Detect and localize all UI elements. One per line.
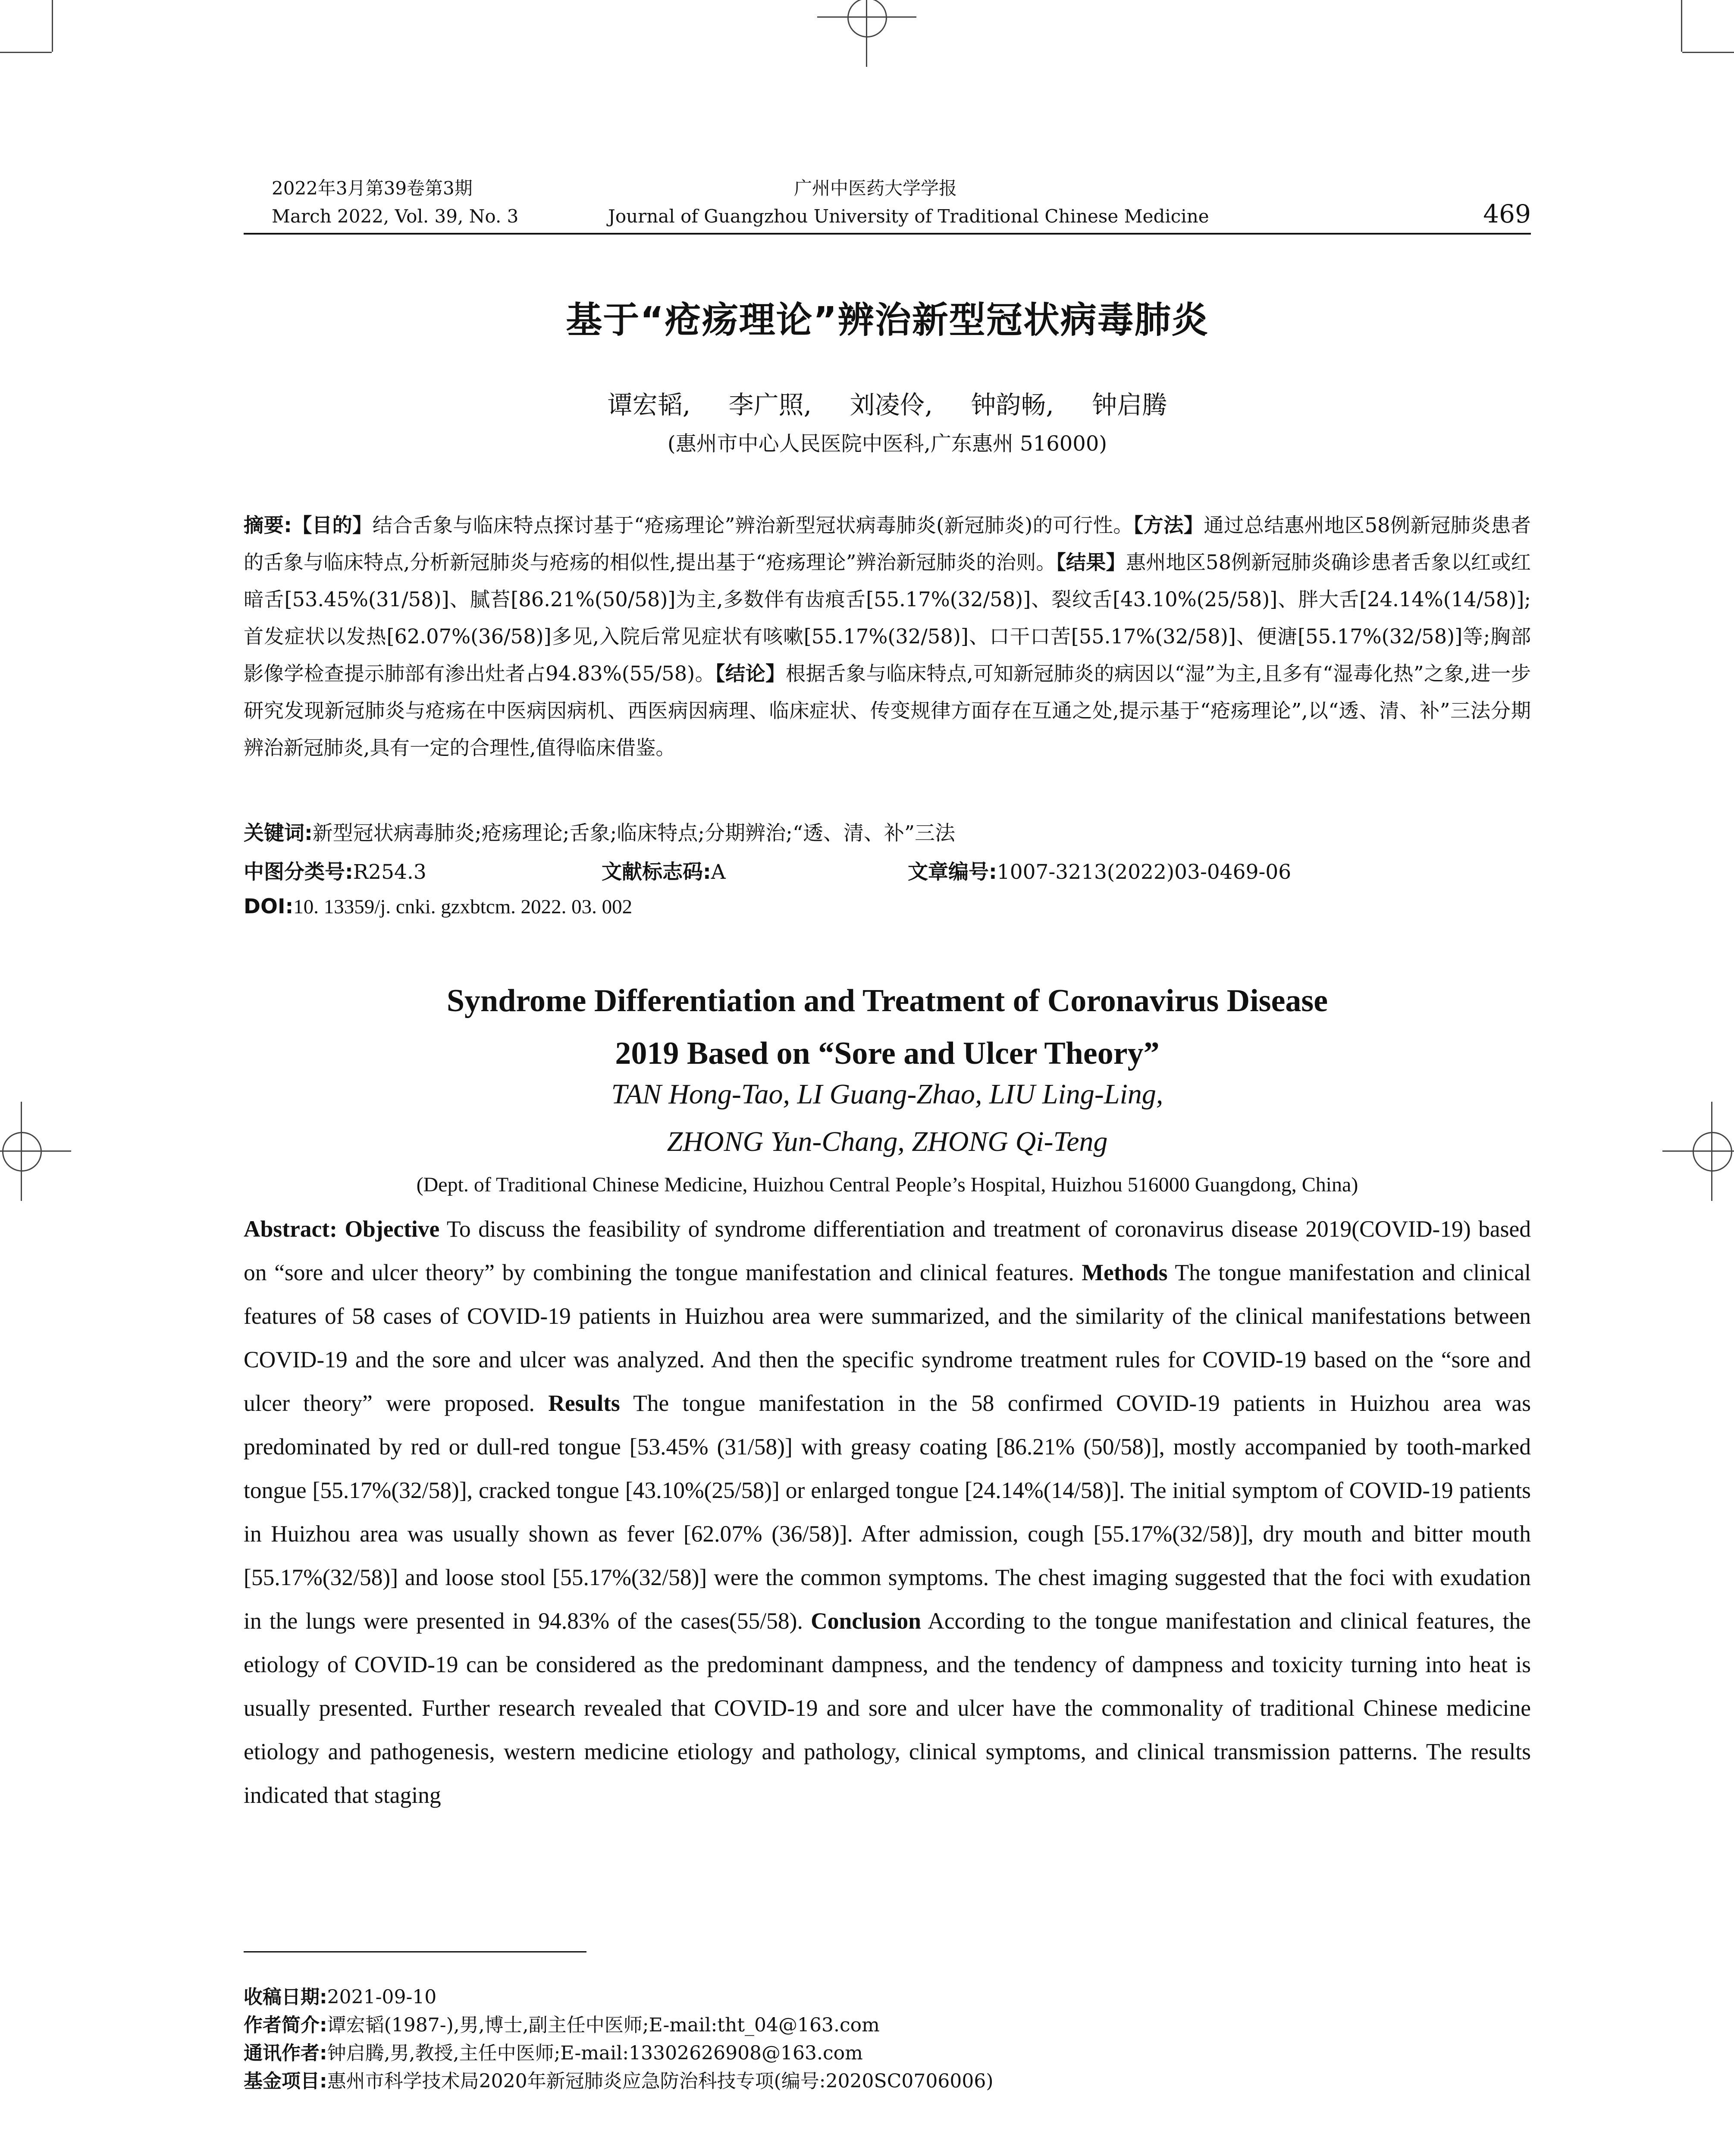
abstract-cn-label: 摘要:	[244, 514, 292, 537]
methods-en-label: Methods	[1082, 1260, 1168, 1285]
abstract-cn	[244, 507, 1531, 766]
objective-cn-label: 【目的】	[292, 514, 373, 537]
methods-cn-text: 通过总结惠州地区58例新冠肺炎患者的舌象与临床特点,分析新冠肺炎与疮疡的相似性,提出基于“疮疡理论”辨治新冠肺炎的治则。	[244, 514, 1531, 574]
fund-label: 基金项目:	[244, 2070, 327, 2092]
author-value: 谭宏韬(1987-),男,博士,副主任中医师;E-mail:tht_04@163.com	[327, 2014, 880, 2036]
keywords-label: 关键词:	[244, 821, 313, 845]
affiliation-cn: (惠州市中心人民医院中医科,广东惠州 516000)	[667, 432, 1107, 456]
doi	[244, 895, 632, 918]
authors-en-line1: TAN Hong-Tao, LI Guang-Zhao, LIU Ling-Ling,	[611, 1078, 1163, 1110]
registration-mark-top	[843, 0, 891, 41]
corr-value: 钟启腾,男,教授,主任中医师;E-mail:13302626908@163.com	[327, 2042, 863, 2064]
conclusion-en-label: Conclusion	[811, 1608, 921, 1634]
title-en-line2: 2019 Based on “Sore and Ulcer Theory”	[615, 1036, 1160, 1071]
methods-cn-label: 【方法】	[1133, 514, 1204, 537]
header-issue-en: March 2022, Vol. 39, No. 3	[272, 206, 519, 227]
article-number-label: 文章编号:	[908, 860, 997, 884]
header-issue-cn: 2022年3月第39卷第3期	[272, 178, 473, 199]
results-cn-label: 【结果】	[1056, 551, 1126, 574]
article-number	[908, 856, 1291, 885]
registration-mark-right	[1688, 1128, 1734, 1175]
conclusion-en-text: According to the tongue manifestation and clinical features, the etiology of COVID-19 can be considered as the predominant dampness, and the tendency of dampness and toxicity turning into heat is usually presented. Further research revealed that COVID-19 and sore and ulcer have the commonality of traditional Chinese medicine etiology and pathogenesis, western medicine etiology and pathology, clinical symptoms, and clinical transmission patterns. The results indicated that staging	[244, 1608, 1531, 1808]
results-cn-text: 惠州地区58例新冠肺炎确诊患者舌象以红或红暗舌[53.45%(31/58)]、腻苔[86.21%(50/58)]为主,多数伴有齿痕舌[55.17%(32/58)]、裂纹舌[43.10%(25/58)]、胖大舌[24.14%(14/58)];首发症状以发热[62.07%(36/58)]多见,入院后常见症状有咳嗽[55.17%(32/58)]、口干口苦[55.17%(32/58)]、便溏[55.17%(32/58)]等;胸部影像学检查提示肺部有渗出灶者占94.83%(55/58)。	[244, 551, 1531, 685]
corr-label: 通讯作者:	[244, 2042, 327, 2064]
crop-mark-tl-v	[52, 0, 53, 52]
objective-en-text: To discuss the feasibility of syndrome differentiation and treatment of coronavirus disease 2019(COVID-19) based on “sore and ulcer theory” by combining the tongue manifestation and clinical features.	[244, 1216, 1531, 1285]
results-en-label: Results	[548, 1390, 620, 1416]
doc-code	[602, 856, 726, 885]
doi-label: DOI:	[244, 895, 294, 918]
header-rule	[244, 233, 1531, 235]
authors-en-line2: ZHONG Yun-Chang, ZHONG Qi-Teng	[667, 1126, 1108, 1157]
abstract-en	[244, 1207, 1531, 1817]
article-number-value: 1007-3213(2022)03-0469-06	[997, 860, 1292, 884]
doc-code-label: 文献标志码:	[602, 860, 711, 884]
methods-en-text: The tongue manifestation and clinical features of 58 cases of COVID-19 patients in Huizhou area were summarized, and the similarity of the clinical manifestations between COVID-19 and the sore and ulcer was analyzed. And then the specific syndrome treatment rules for COVID-19 based on the “sore and ulcer theory” were proposed.	[244, 1260, 1531, 1416]
doi-value: 10. 13359/j. cnki. gzxbtcm. 2022. 03. 002	[293, 896, 633, 918]
clc-label: 中图分类号:	[244, 860, 353, 884]
fund-value: 惠州市科学技术局2020年新冠肺炎应急防治科技专项(编号:2020SC0706006)	[327, 2070, 994, 2092]
registration-mark-left	[0, 1128, 45, 1175]
footnote-corresponding	[244, 2037, 863, 2065]
clc-number	[244, 856, 426, 885]
footnote-fund	[244, 2065, 993, 2093]
keywords-text: 新型冠状病毒肺炎;疮疡理论;舌象;临床特点;分期辨治;“透、清、补”三法	[312, 821, 956, 845]
header-journal-cn: 广州中医药大学学报	[793, 178, 957, 199]
affiliation-en: (Dept. of Traditional Chinese Medicine, Huizhou Central People’s Hospital, Huizhou 516000 Guangdong, China)	[416, 1173, 1358, 1196]
title-en-line1: Syndrome Differentiation and Treatment of Coronavirus Disease	[446, 983, 1328, 1018]
header-journal-en: Journal of Guangzhou University of Traditional Chinese Medicine	[608, 206, 1209, 227]
footnote-author	[244, 2009, 880, 2037]
objective-cn-text: 结合舌象与临床特点探讨基于“疮疡理论”辨治新型冠状病毒肺炎(新冠肺炎)的可行性。	[372, 514, 1133, 537]
crop-mark-tr-v	[1681, 0, 1682, 52]
conclusion-cn-label: 【结论】	[715, 662, 786, 685]
footnote-rule	[244, 1951, 586, 1952]
results-en-text: The tongue manifestation in the 58 confirmed COVID-19 patients in Huizhou area was predominated by red or dull-red tongue [53.45% (31/58)] with greasy coating [86.21% (50/58)], mostly accompanied by tooth-marked tongue [55.17%(32/58)], cracked tongue [43.10%(25/58)] or enlarged tongue [24.14%(14/58)]. The initial symptom of COVID-19 patients in Huizhou area was usually shown as fever [62.07% (36/58)]. After admission, cough [55.17%(32/58)], dry mouth and bitter mouth [55.17%(32/58)] and loose stool [55.17%(32/58)] were the common symptoms. The chest imaging suggested that the foci with exudation in the lungs were presented in 94.83% of the cases(55/58).	[244, 1390, 1531, 1634]
doc-code-value: A	[711, 860, 726, 884]
conclusion-cn-text: 根据舌象与临床特点,可知新冠肺炎的病因以“湿”为主,且多有“湿毒化热”之象,进一步研究发现新冠肺炎与疮疡在中医病因病机、西医病因病理、临床症状、传变规律方面存在互通之处,提示基于“疮疡理论”,以“透、清、补”三法分期辨治新冠肺炎,具有一定的合理性,值得临床借鉴。	[244, 662, 1531, 759]
keywords-cn	[244, 817, 955, 846]
author-label: 作者简介:	[244, 2014, 327, 2036]
received-label: 收稿日期:	[244, 1986, 327, 2008]
crop-mark-tl-h	[0, 52, 52, 53]
authors-cn: 谭宏韬, 李广照, 刘凌伶, 钟韵畅, 钟启腾	[607, 390, 1167, 420]
footnote-received	[244, 1981, 436, 2009]
title-en	[244, 975, 1531, 1080]
page-number: 469	[1483, 199, 1531, 229]
crop-mark-tr-h	[1682, 52, 1734, 53]
clc-value: R254.3	[353, 860, 426, 884]
received-value: 2021-09-10	[327, 1986, 437, 2008]
abstract-en-label: Abstract:	[244, 1216, 337, 1242]
title-cn: 基于“疮疡理论”辨治新型冠状病毒肺炎	[566, 299, 1209, 341]
objective-en-label: Objective	[345, 1216, 440, 1242]
